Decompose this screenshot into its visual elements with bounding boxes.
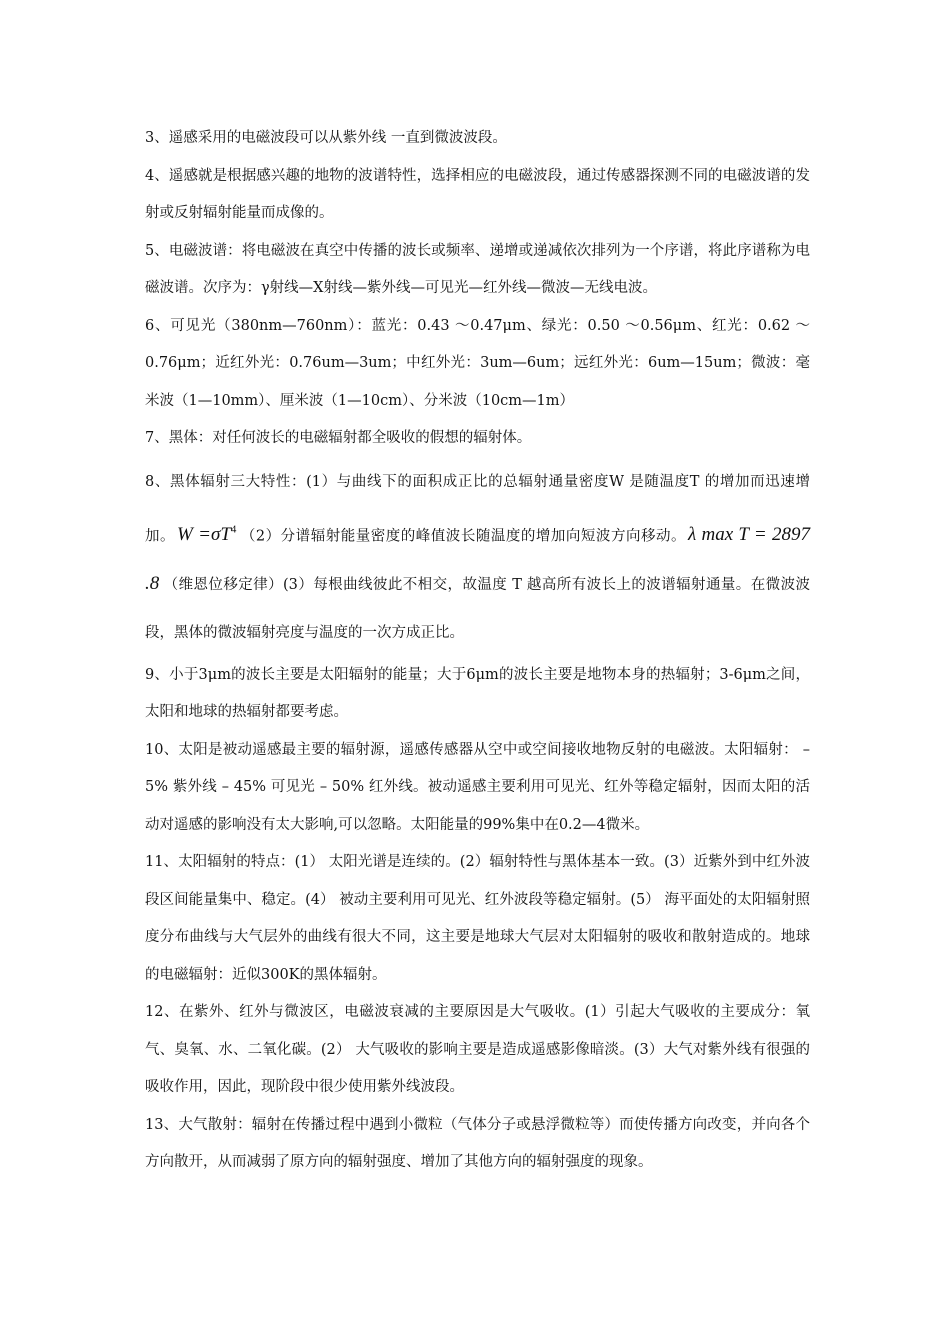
paragraph-13: 13、大气散射：辐射在传播过程中遇到小微粒（气体分子或悬浮微粒等）而使传播方向改变，并向各个方向散开，从而减弱了原方向的辐射强度、增加了其他方向的辐射强度的现象。: [145, 1116, 810, 1171]
paragraph-8-part-c: （维恩位移定律）(3）每根曲线彼此不相交，故温度 T 越高所有波长上的波谱辐射通量。在微波波段，黑体的微波辐射亮度与温度的一次方成正比。: [145, 576, 810, 641]
paragraph-7: 7、黑体：对任何波长的电磁辐射都全吸收的假想的辐射体。: [145, 430, 532, 446]
wien-formula: λ max T = 2897 .8: [145, 523, 810, 594]
paragraph-8-part-a: 8、黑体辐射三大特性：(1）与曲线下的面积成正比的总辐射通量密度W 是随温度T 的增加而迅速增加。: [145, 473, 810, 544]
paragraph-8-part-b: （2）分谱辐射能量密度的峰值波长随温度的增加向短波方向移动。: [240, 527, 687, 544]
paragraph-4: 4、遥感就是根据感兴趣的地物的波谱特性，选择相应的电磁波段，通过传感器探测不同的电磁波谱的发射或反射辐射能量而成像的。: [145, 167, 810, 221]
paragraph-11: 11、太阳辐射的特点：(1） 太阳光谱是连续的。(2）辐射特性与黑体基本一致。(3）近紫外到中红外波段区间能量集中、稳定。(4） 被动主要利用可见光、红外波段等稳定辐射。(5） 海平面处的太阳辐射照度分布曲线与大气层外的曲线有很大不同，这主要是地球大气层对太阳辐射的吸收和散射造成的。地球的电磁辐射：近似300K的黑体辐射。: [145, 854, 810, 983]
paragraph-12: 12、在紫外、红外与微波区，电磁波衰减的主要原因是大气吸收。(1）引起大气吸收的主要成分：氧气、臭氧、水、二氧化碳。(2） 大气吸收的影响主要是造成遥感影像暗淡。(3）大气对紫外线有很强的吸收作用，因此，现阶段中很少使用紫外线波段。: [145, 1004, 810, 1096]
paragraph-8: [145, 458, 810, 657]
paragraph-6: 6、可见光（380nm—760nm）：蓝光：0.43 ～0.47μm、绿光：0.50 ～0.56μm、红光：0.62 ～0.76μm；近红外光：0.76um—3um；中红外光：3um—6um；远红外光：6um—15um；微波：毫米波（1—10mm）、厘米波（1—10cm）、分米波（10cm—1m）: [145, 317, 810, 409]
paragraph-5: 5、电磁波谱：将电磁波在真空中传播的波长或频率、递增或递减依次排列为一个序谱，将此序谱称为电磁波谱。次序为：γ射线—X射线—紫外线—可见光—红外线—微波—无线电波。: [145, 242, 810, 296]
paragraph-3: 3、遥感采用的电磁波段可以从紫外线 一直到微波波段。: [145, 130, 507, 146]
document-body: [145, 120, 810, 1182]
paragraph-9: 9、小于3μm的波长主要是太阳辐射的能量；大于6μm的波长主要是地物本身的热辐射；3-6μm之间，太阳和地球的热辐射都要考虑。: [145, 666, 810, 721]
stefan-boltzmann-formula: $W =\sigma T^4$: [177, 523, 237, 545]
paragraph-10: 10、太阳是被动遥感最主要的辐射源，遥感传感器从空中或空间接收地物反射的电磁波。太阳辐射： –5% 紫外线 – 45% 可见光 – 50% 红外线。被动遥感主要利用可见光、红外等稳定辐射，因而太阳的活动对遥感的影响没有太大影响,可以忽略。太阳能量的99%集中在0.2—4微米。: [145, 741, 810, 833]
